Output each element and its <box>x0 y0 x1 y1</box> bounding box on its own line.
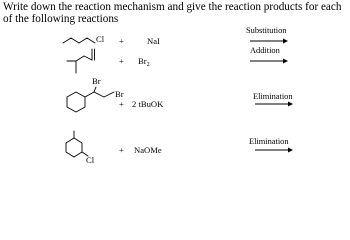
reaction-1-substrate-chlorine-label: Cl <box>96 34 105 44</box>
reaction-4-condition-label: Elimination <box>249 137 289 146</box>
reaction-4-arrow <box>255 147 293 153</box>
reaction-3-plus: + <box>119 99 124 109</box>
reaction-2-arrow <box>250 58 288 64</box>
reaction-3-condition-label: Elimination <box>253 92 293 101</box>
reaction-1-plus: + <box>119 36 124 46</box>
reaction-2-plus: + <box>119 56 124 66</box>
reaction-1-reagent: NaI <box>147 36 160 46</box>
reaction-3-substrate-structure <box>64 82 124 122</box>
reaction-3-substrate-bromine-label-2: Br <box>115 89 124 99</box>
reaction-4-substrate-structure <box>64 130 104 162</box>
reaction-3-substrate-bromine-label-1: Br <box>92 76 101 86</box>
reaction-1-condition-label: Substitution <box>246 26 287 35</box>
reaction-3-arrow <box>255 101 293 107</box>
reaction-2-substrate-structure <box>66 48 106 78</box>
reaction-2-condition-label: Addition <box>250 46 280 55</box>
reaction-4-substrate-chlorine-label: Cl <box>86 155 95 165</box>
reaction-4-plus: + <box>119 145 124 155</box>
instructions-text: Write down the reaction mechanism and give the reaction products for each of the following reactions <box>3 1 342 25</box>
reaction-1-substrate-structure <box>62 30 112 46</box>
reaction-2-reagent: $Br_2$ <box>138 56 150 68</box>
reaction-3-reagent: 2 tBuOK <box>132 99 164 109</box>
reaction-4-reagent: NaOMe <box>134 145 162 155</box>
reaction-1-arrow <box>250 38 288 44</box>
